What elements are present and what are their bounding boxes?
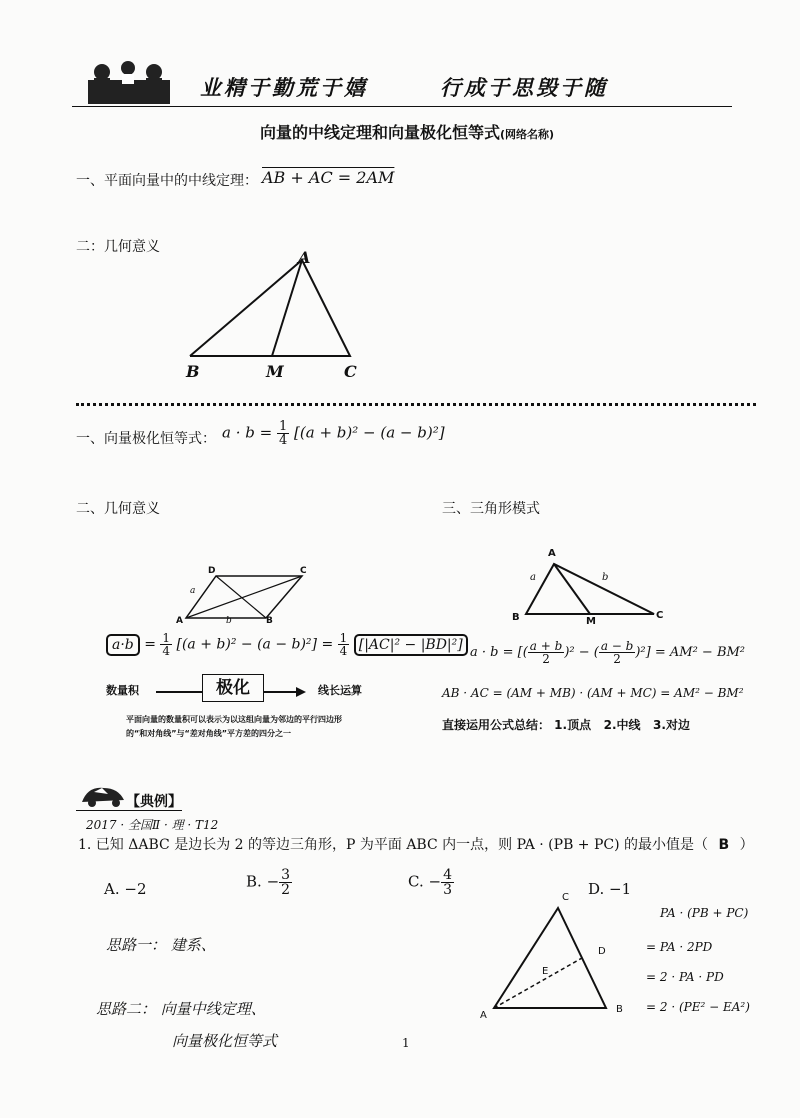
point-label-a: A [298,248,311,267]
work-line-3: = 2 · PA · PD [646,970,724,984]
polarization-lhs: a · b = [222,423,273,442]
median-theorem-formula: AB + AC = 2AM [262,168,395,187]
triangle-mode-heading: 三、三角形模式 [442,501,540,517]
option-c: C. − $\frac{4}{3}$ [408,867,452,898]
example-rule [76,810,182,811]
title-note: (网络名称) [500,128,555,141]
header-logo [88,58,170,104]
polarization-identity-heading: 一、向量极化恒等式： [76,431,216,447]
example-badge: 【典例】 [126,794,182,810]
parallelogram-note-1: 平面向量的数量积可以表示为以这组向量为邻边的平行四边形 [126,715,342,724]
polarization-box: 极化 [202,674,264,702]
triangle-mode-eq1: a · b = [( $\frac{a + b}{2}$ )² − ( $\frac{a - b}{2}$ )²] = AM² − BM² [470,639,746,666]
title-main: 向量的中线定理和向量极化恒等式 [260,123,501,142]
ex-tri-label-d: D [598,946,606,957]
polarization-identity-formula [222,420,445,447]
idea-two-line2-handwritten: 向量极化恒等式 [172,1032,278,1050]
triangle-mode-eq2: AB · AC = (AM + MB) · (AM + MC) = AM² − BM² [442,686,744,700]
example-problem [78,834,754,854]
para-label-b: B [266,616,273,626]
boxed-diagonals: [|AC|² − |BD|²] [354,634,468,656]
header-motto-left: 业精于勤荒于嬉 [200,75,368,100]
parallelogram-quarter-2: $\frac{1}{4}$ [339,631,348,658]
idea-one-handwritten: 思路一： 建系、 [106,936,216,954]
half-sum-fraction: $\frac{a + b}{2}$ [529,639,563,666]
work-line-4: = 2 · (PE² − EA²) [646,1000,750,1014]
parallelogram-figure [176,566,316,626]
work-line-1: PA · (PB + PC) [660,906,749,920]
option-d: D. −1 [588,880,632,898]
para-label-d: D [208,566,216,576]
para-label-a: A [176,616,183,626]
ex-tri-label-e: E [542,966,549,977]
idea-two-handwritten: 思路二： 向量中线定理、 [96,1000,266,1018]
point-label-m: M [266,362,284,381]
example-triangle-figure [486,900,616,1016]
para-side-b: b [226,616,232,626]
para-side-a: a [190,586,196,596]
tri-mode-label-b: B [512,612,520,623]
polarization-rhs: [(a + b)² − (a − b)²] [294,423,445,442]
example-car-icon [78,782,128,808]
problem-text: 1. 已知 ΔABC 是边长为 2 的等边三角形，P 为平面 ABC 内一点，则 PA · (PB + PC) 的最小值是（ [78,837,709,853]
boxed-dot-product: a·b [106,634,140,656]
flow-dot-product: 数量积 [106,684,139,697]
flow-length-calc: 线长运算 [318,684,362,697]
ex-tri-label-b: B [616,1004,623,1015]
tri-mode-label-m: M [586,616,596,627]
triangle-mode-figure [516,556,666,618]
page-number: 1 [402,1036,410,1050]
work-line-2: = PA · 2PD [646,940,713,954]
tri-mode-label-a: A [548,548,556,559]
header-motto-right: 行成于思毁于随 [440,75,608,100]
problem-answer: B [718,837,730,853]
quarter-fraction: $\frac{1}{4}$ [278,419,288,448]
tri-mode-side-b: b [602,572,609,583]
geometric-meaning-heading-2: 二、几何意义 [76,501,160,517]
triangle-mode-summary: 直接运用公式总结： 1.顶点 2.中线 3.对边 [442,718,690,732]
geometric-meaning-heading: 二：几何意义 [76,239,160,255]
parallelogram-equation: a·b = $\frac{1}{4}$ [(a + b)² − (a − b)²] = $\frac{1}{4}$ [|AC|² − |BD|²] [106,632,468,657]
parallelogram-eq-mid: [(a + b)² − (a − b)²] = [176,636,334,653]
median-theorem-heading: 一、平面向量中的中线定理： [76,173,258,189]
ex-tri-label-a: A [480,1010,487,1021]
header-rule [72,106,732,107]
half-diff-fraction: $\frac{a - b}{2}$ [600,639,634,666]
option-b: B. − $\frac{3}{2}$ [246,867,291,898]
page-title [260,120,554,143]
tri-mode-side-a: a [530,572,536,583]
para-label-c: C [300,566,307,576]
parallelogram-note-2: 的“和对角线”与“差对角线”平方差的四分之一 [126,729,292,738]
option-a: A. −2 [104,880,147,898]
problem-close: ） [739,837,754,853]
tri-mode-label-c: C [656,610,664,621]
ex-tri-label-c: C [562,892,569,903]
section-divider [76,403,756,406]
example-source-handwritten: 2017 · 全国Ⅱ · 理 · T12 [86,818,219,832]
parallelogram-quarter-1: $\frac{1}{4}$ [162,631,171,658]
point-label-c: C [344,362,357,381]
point-label-b: B [186,362,200,381]
